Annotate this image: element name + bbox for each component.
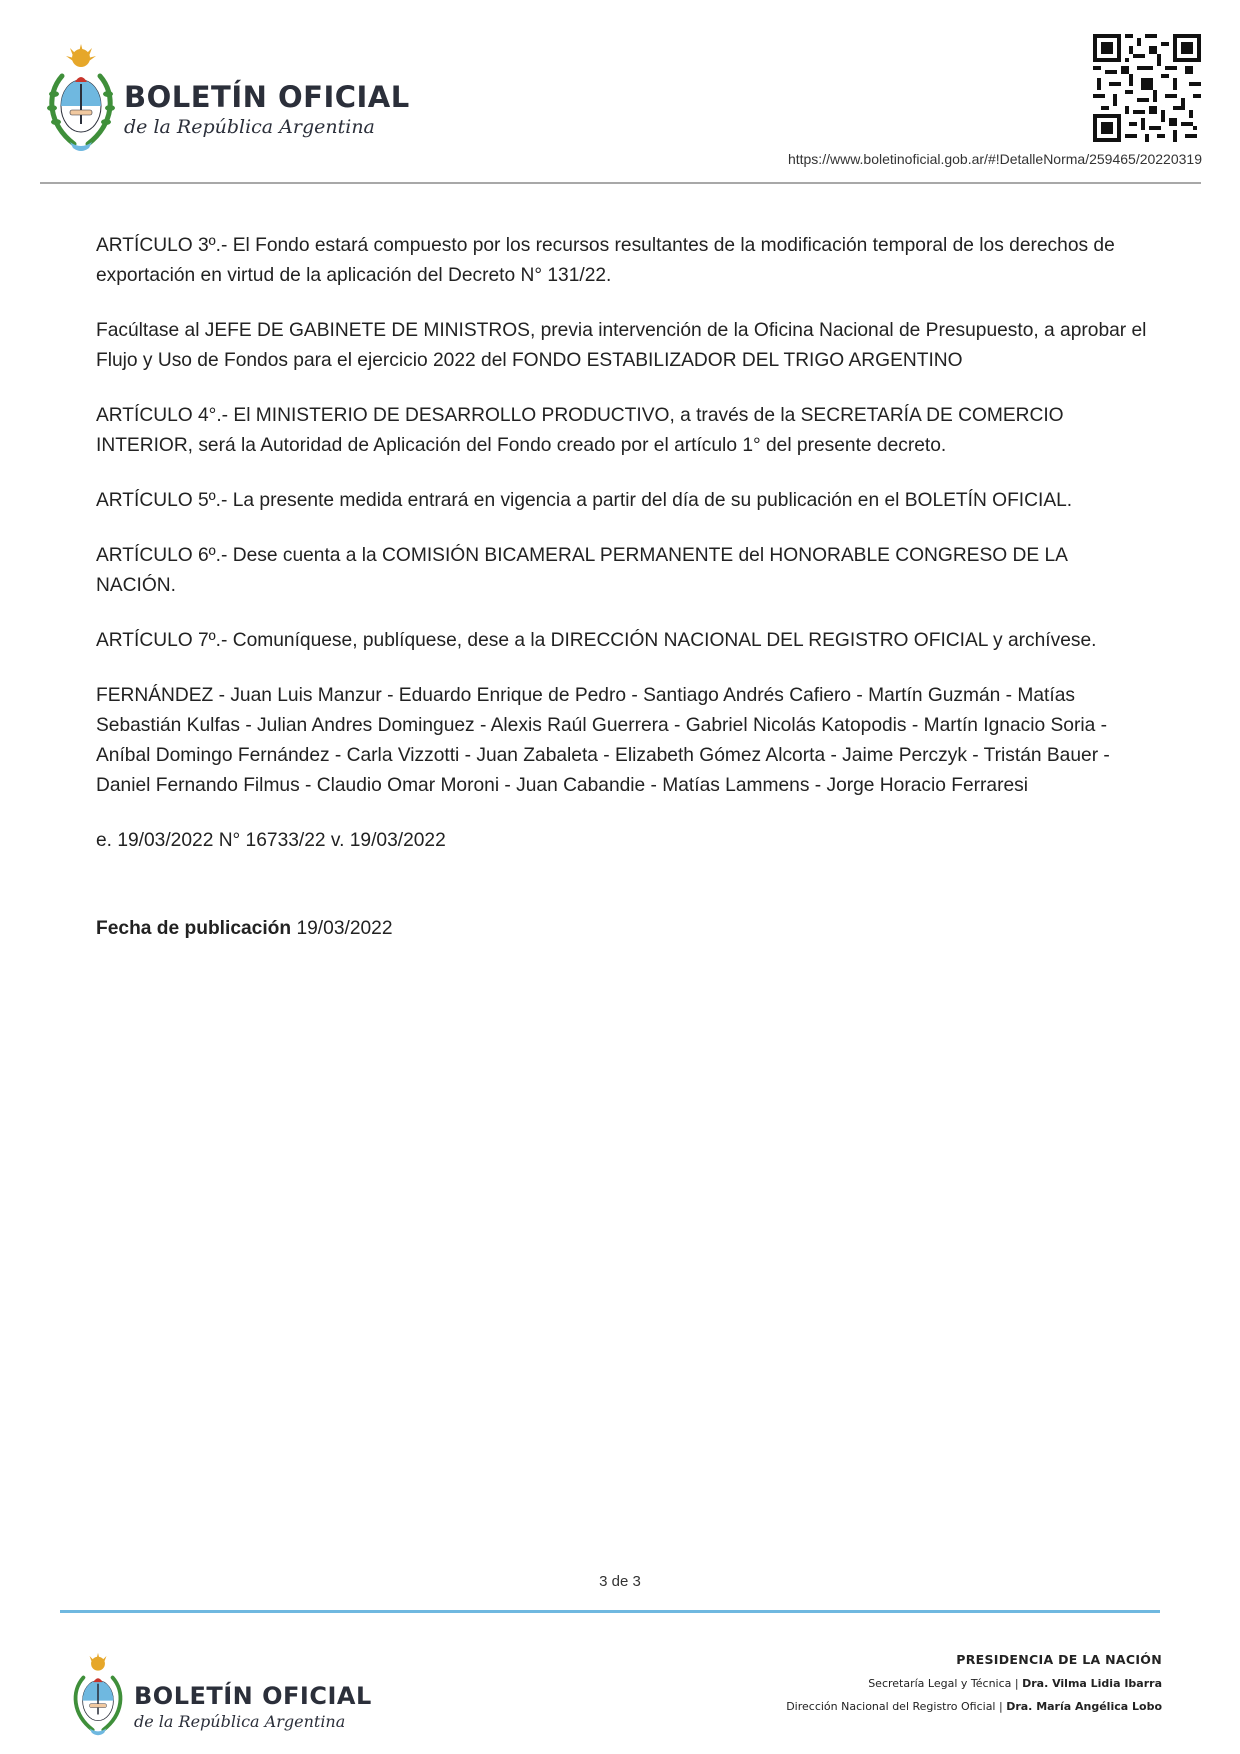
presidencia-label: PRESIDENCIA DE LA NACIÓN bbox=[956, 1652, 1162, 1667]
footer-logo bbox=[68, 1652, 372, 1742]
article-6: ARTÍCULO 6º.- Dese cuenta a la COMISIÓN BICAMERAL PERMANENTE del HONORABLE CONGRESO DE LA NACIÓN. bbox=[96, 545, 1067, 596]
publication-date-label: Fecha de publicación bbox=[96, 918, 292, 939]
signatories: FERNÁNDEZ - Juan Luis Manzur - Eduardo Enrique de Pedro - Santiago Andrés Cafiero - Martín Guzmán - Matías Sebastián Kulfas - Julian Andres Dominguez - Alexis Raúl Guerrera - Gabriel Nicolás Katopodis - Martín Ignacio Soria - Aníbal Domingo Fernández - Carla Vizzotti - Juan Zabaleta - Elizabeth Gómez Alcorta - Jaime Perczyk - Tristán Bauer - Daniel Fernando Filmus - Claudio Omar Moroni - Juan Cabandie - Matías Lammens - Jorge Horacio Ferraresi bbox=[96, 685, 1110, 796]
argentine-coat-of-arms-icon bbox=[68, 1652, 128, 1740]
qr-code-icon bbox=[1093, 34, 1201, 142]
publication-date-line bbox=[96, 914, 1148, 944]
footer-line2-label: Dirección Nacional del Registro Oficial bbox=[786, 1700, 996, 1713]
footer-line-direccion: Dirección Nacional del Registro Oficial | Dra. María Angélica Lobo bbox=[786, 1700, 1162, 1713]
footer-divider bbox=[60, 1610, 1160, 1613]
footer-brand-subtitle: de la República Argentina bbox=[134, 1712, 346, 1731]
article-4: ARTÍCULO 4°.- El MINISTERIO DE DESARROLLO PRODUCTIVO, a través de la SECRETARÍA DE COMERCIO INTERIOR, será la Autoridad de Aplicación del Fondo creado por el artículo 1° del presente decreto. bbox=[96, 405, 1064, 456]
jefe-gabinete-paragraph: Facúltase al JEFE DE GABINETE DE MINISTROS, previa intervención de la Oficina Nacional de Presupuesto, a aprobar el Flujo y Uso de Fondos para el ejercicio 2022 del FONDO ESTABILIZADOR DEL TRIGO ARGENTINO bbox=[96, 320, 1147, 371]
page-number: 3 de 3 bbox=[599, 1573, 641, 1590]
header-divider bbox=[40, 182, 1201, 184]
header-logo bbox=[42, 44, 410, 154]
document-body bbox=[96, 231, 1148, 944]
article-3: ARTÍCULO 3º.- El Fondo estará compuesto por los recursos resultantes de la modificación temporal de los derechos de exportación en virtud de la aplicación del Decreto N° 131/22. bbox=[96, 235, 1115, 286]
edition-reference: e. 19/03/2022 N° 16733/22 v. 19/03/2022 bbox=[96, 830, 446, 851]
footer-line-secretaria: Secretaría Legal y Técnica | Dra. Vilma Lidia Ibarra bbox=[868, 1677, 1162, 1690]
footer-line1-name: Dra. Vilma Lidia Ibarra bbox=[1022, 1677, 1162, 1690]
publication-date-value: 19/03/2022 bbox=[296, 918, 393, 939]
footer-line2-name: Dra. María Angélica Lobo bbox=[1006, 1700, 1162, 1713]
footer-line1-label: Secretaría Legal y Técnica bbox=[868, 1677, 1012, 1690]
brand-subtitle: de la República Argentina bbox=[124, 116, 375, 138]
footer-credits bbox=[786, 1652, 1162, 1713]
article-5: ARTÍCULO 5º.- La presente medida entrará en vigencia a partir del día de su publicación en el BOLETÍN OFICIAL. bbox=[96, 490, 1073, 511]
article-7: ARTÍCULO 7º.- Comuníquese, publíquese, dese a la DIRECCIÓN NACIONAL DEL REGISTRO OFICIAL y archívese. bbox=[96, 630, 1097, 651]
brand-title: BOLETÍN OFICIAL bbox=[124, 80, 410, 114]
footer-brand-title: BOLETÍN OFICIAL bbox=[134, 1682, 372, 1710]
document-url[interactable]: https://www.boletinoficial.gob.ar/#!DetalleNorma/259465/20220319 bbox=[787, 151, 1202, 167]
argentine-coat-of-arms-icon bbox=[42, 44, 120, 156]
